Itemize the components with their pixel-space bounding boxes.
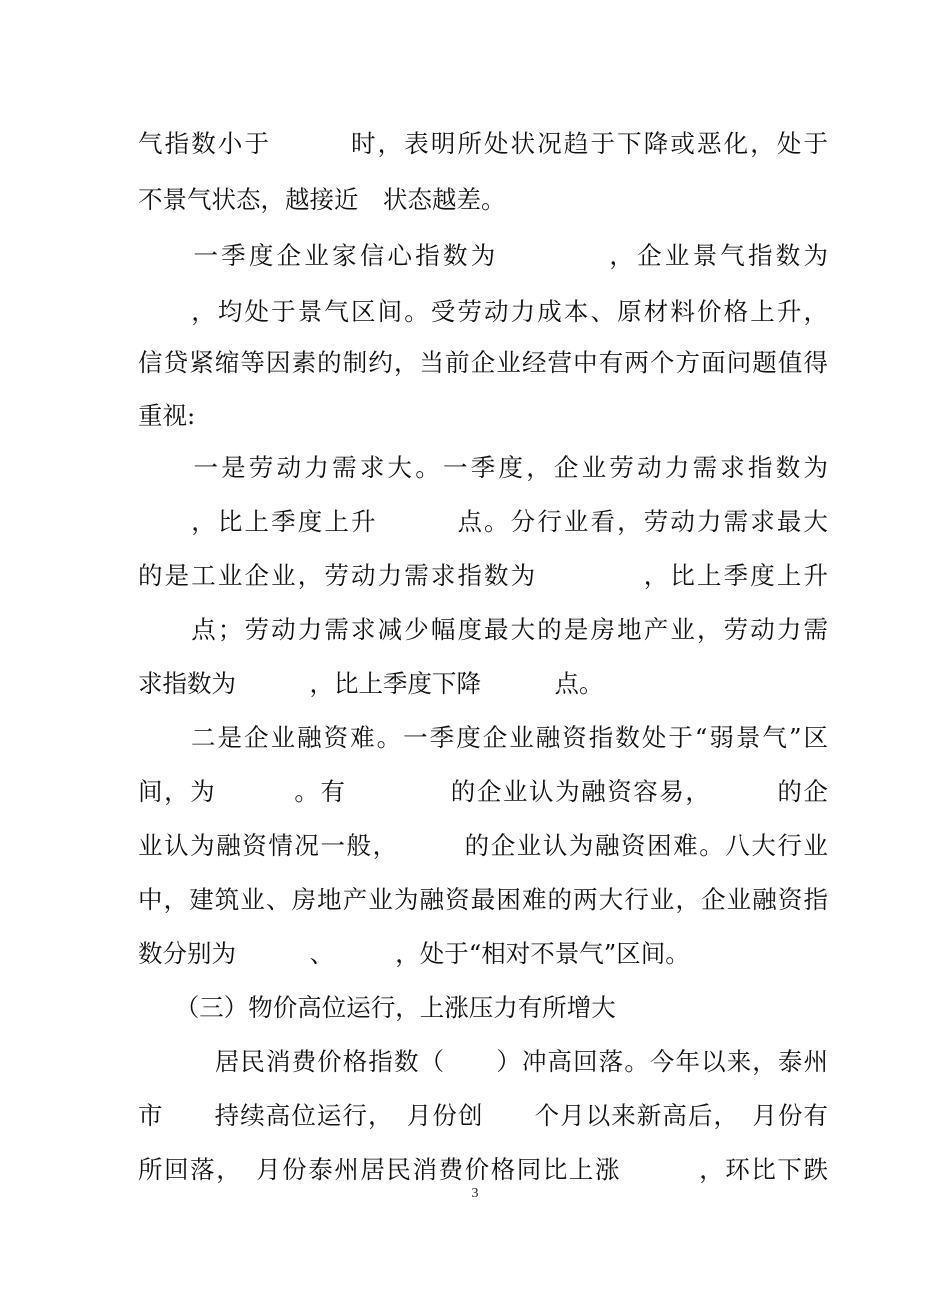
body-line-2: 不景气状态，越接近 状态越差。 [138, 185, 506, 214]
body-line-7: 一是劳动力需求大。一季度，企业劳动力需求指数为 [138, 453, 828, 482]
body-line-12: 二是企业融资难。一季度企业融资指数处于“弱景气”区 [138, 723, 828, 752]
body-line-5: 信贷紧缩等因素的制约，当前企业经营中有两个方面问题值得 [138, 348, 828, 377]
page-number: 3 [471, 1186, 479, 1201]
body-line-15: 中，建筑业、房地产业为融资最困难的两大行业，企业融资指 [138, 885, 828, 914]
body-line-11: 求指数为 ，比上季度下降 点。 [138, 669, 604, 698]
body-line-6: 重视: [138, 401, 196, 430]
body-line-3: 一季度企业家信心指数为 ，企业景气指数为 [138, 241, 828, 270]
section-heading: （三）物价高位运行，上涨压力有所增大 [138, 993, 616, 1022]
body-line-10: 点；劳动力需求减少幅度最大的是房地产业，劳动力需 [138, 615, 828, 644]
body-line-20: 所回落， 月份泰州居民消费价格同比上涨 ，环比下跌 [138, 1155, 828, 1184]
body-line-16: 数分别为 、 ，处于“相对不景气”区间。 [138, 939, 690, 968]
body-line-4: ，均处于景气区间。受劳动力成本、原材料价格上升， [138, 297, 828, 326]
body-line-14: 业认为融资情况一般， 的企业认为融资困难。八大行业 [138, 831, 828, 860]
body-line-13: 间，为 。有 的企业认为融资容易， 的企 [138, 777, 828, 806]
body-line-19: 市 持续高位运行， 月份创 个月以来新高后， 月份有 [138, 1101, 828, 1130]
body-line-18: 居民消费价格指数（ ）冲高回落。今年以来，泰州 [138, 1047, 828, 1076]
body-line-9: 的是工业企业，劳动力需求指数为 ，比上季度上升 [138, 561, 828, 590]
body-line-1: 气指数小于 时，表明所处状况趋于下降或恶化，处于 [138, 129, 828, 158]
body-line-8: ，比上季度上升 点。分行业看，劳动力需求最大 [138, 507, 828, 536]
